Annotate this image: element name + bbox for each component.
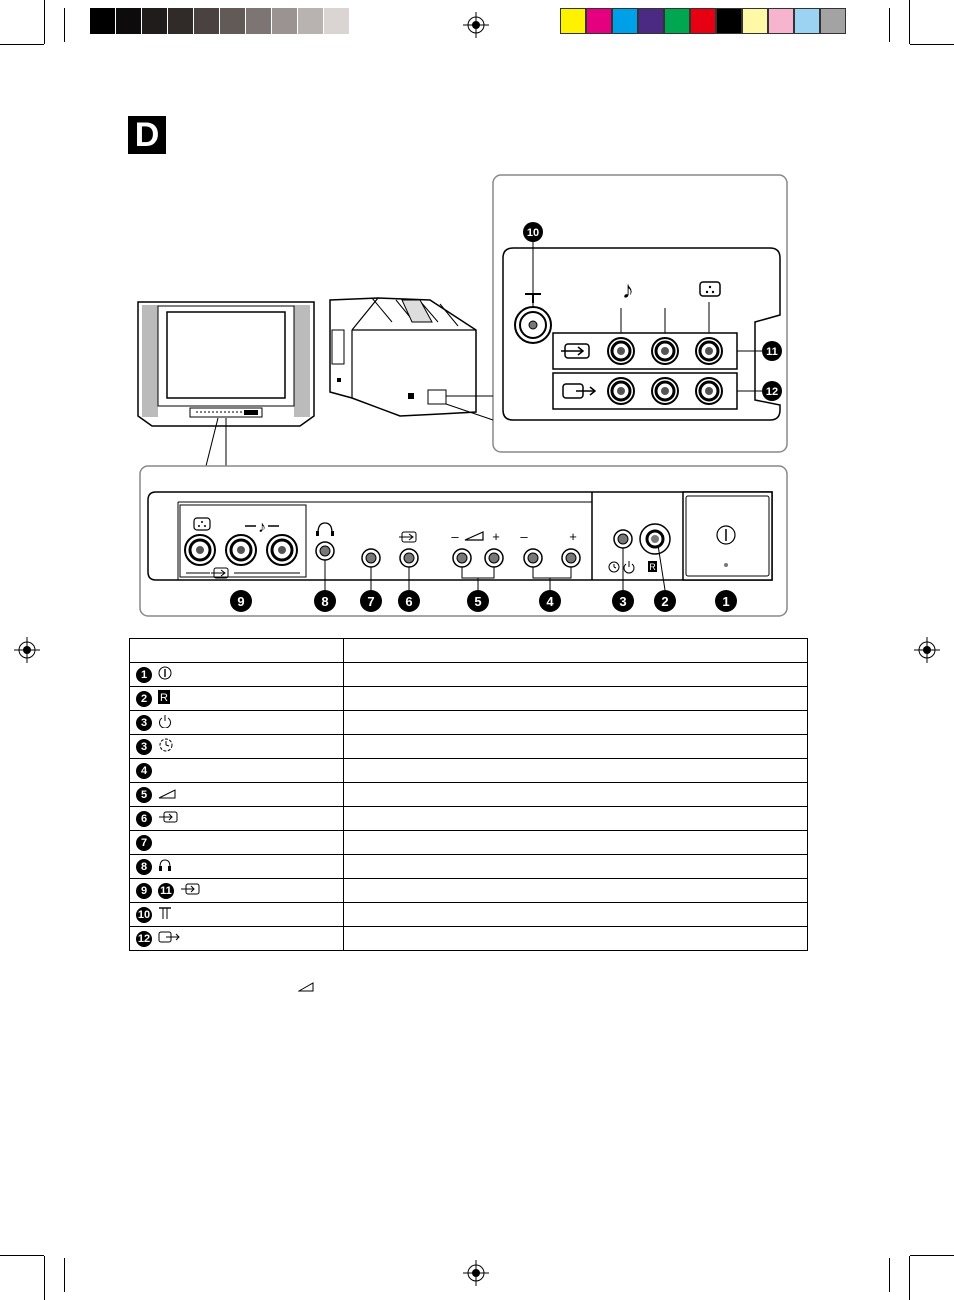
output-video-jack <box>608 378 634 404</box>
svg-text:11: 11 <box>766 346 778 358</box>
callout-number: 1 <box>136 667 152 683</box>
crop-mark <box>0 1255 44 1256</box>
table-row <box>130 807 808 831</box>
callout-7 <box>360 590 382 612</box>
legend-description-cell <box>344 807 808 831</box>
crop-mark <box>889 1258 890 1292</box>
svg-text:6: 6 <box>405 594 413 609</box>
header-cell <box>344 639 808 663</box>
volume-minus-button <box>453 549 471 567</box>
legend-description-cell <box>344 663 808 687</box>
callout-4 <box>539 590 561 612</box>
callout-number: 11 <box>158 883 174 899</box>
legend-symbol-cell <box>130 687 344 711</box>
callout-number: 7 <box>136 835 152 851</box>
tv-front-view <box>138 302 314 426</box>
reset-icon <box>158 690 170 707</box>
volume-note-icon <box>298 982 314 992</box>
legend-description-cell <box>344 855 808 879</box>
legend-symbol-cell <box>130 831 344 855</box>
legend-symbol-cell <box>130 759 344 783</box>
callout-number: 10 <box>137 908 151 921</box>
registration-target-icon <box>14 637 40 663</box>
callout-number: 8 <box>136 859 152 875</box>
table-row <box>130 855 808 879</box>
svg-text:R: R <box>160 692 168 704</box>
table-row <box>130 711 808 735</box>
legend-symbol-cell <box>130 927 344 951</box>
output-audio-right-jack <box>696 378 722 404</box>
callout-12 <box>762 381 782 401</box>
timer-icon <box>158 737 174 756</box>
callout-3 <box>612 590 634 612</box>
callout-6 <box>398 590 420 612</box>
input-select-button <box>400 549 418 567</box>
legend-description-cell <box>344 687 808 711</box>
registration-target-icon <box>463 1260 489 1286</box>
svg-text:+: + <box>492 529 500 544</box>
legend-symbol-cell <box>130 903 344 927</box>
legend-description-cell <box>344 735 808 759</box>
svg-text:8: 8 <box>321 594 329 609</box>
callout-number: 3 <box>136 715 152 731</box>
legend-description-cell <box>344 879 808 903</box>
section-letter: D <box>128 116 166 154</box>
programme-minus-button <box>524 549 542 567</box>
volume-icon <box>158 788 176 802</box>
callout-2 <box>654 590 676 612</box>
callout-number: 2 <box>136 691 152 707</box>
button-7 <box>362 549 380 567</box>
crop-mark <box>909 1256 910 1300</box>
tv-illustration <box>0 0 954 630</box>
svg-text:3: 3 <box>619 594 627 609</box>
callout-1 <box>715 590 737 612</box>
callout-number: 4 <box>136 763 152 779</box>
table-row <box>130 759 808 783</box>
reset-symbol-icon <box>648 561 657 572</box>
registration-target-icon <box>914 637 940 663</box>
svg-text:5: 5 <box>474 594 482 609</box>
tv-rear-view <box>330 298 476 416</box>
svg-text:1: 1 <box>722 594 730 609</box>
svg-text:10: 10 <box>526 227 540 239</box>
crop-mark <box>44 1256 45 1300</box>
table-row <box>130 783 808 807</box>
callout-number: 6 <box>136 811 152 827</box>
svg-text:9: 9 <box>237 594 245 609</box>
legend-symbol-cell <box>130 711 344 735</box>
legend-description-cell <box>344 759 808 783</box>
standby-indicator <box>614 530 632 548</box>
callout-8 <box>314 590 336 612</box>
legend-symbol-cell <box>130 879 344 903</box>
controls-legend-table <box>129 638 808 951</box>
legend-symbol-cell <box>130 807 344 831</box>
svg-text:+: + <box>569 529 577 544</box>
callout-number: 12 <box>137 932 151 945</box>
svg-text:–: – <box>520 529 528 544</box>
callout-11 <box>762 341 782 361</box>
inset-video-icon <box>700 282 720 296</box>
input-icon <box>158 811 178 826</box>
table-row <box>130 735 808 759</box>
legend-symbol-cell <box>130 855 344 879</box>
inset-music-icon: ♪ <box>622 277 634 304</box>
table-row <box>130 879 808 903</box>
input-icon <box>180 883 200 898</box>
svg-text:R: R <box>649 562 656 572</box>
output-audio-left-jack <box>652 378 678 404</box>
antenna-icon <box>158 906 172 923</box>
programme-plus-button <box>562 549 580 567</box>
legend-description-cell <box>344 783 808 807</box>
callout-number: 3 <box>136 739 152 755</box>
legend-description-cell <box>344 903 808 927</box>
svg-text:2: 2 <box>661 594 669 609</box>
output-icon <box>158 931 180 946</box>
standby-icon <box>158 714 172 731</box>
callout-5 <box>467 590 489 612</box>
table-row <box>130 831 808 855</box>
table-header-row <box>130 639 808 663</box>
front-music-icon: ♪ <box>258 519 266 536</box>
headphones-jack <box>316 542 334 560</box>
callout-10 <box>523 222 543 242</box>
callout-number: 5 <box>136 787 152 803</box>
svg-text:12: 12 <box>765 386 779 398</box>
legend-symbol-cell <box>130 735 344 759</box>
svg-text:–: – <box>451 529 459 544</box>
legend-symbol-cell <box>130 783 344 807</box>
reset-button <box>640 524 670 554</box>
volume-plus-button <box>485 549 503 567</box>
legend-symbol-cell <box>130 663 344 687</box>
antenna-jack <box>515 307 551 343</box>
table-row <box>130 663 808 687</box>
power-icon <box>158 666 172 683</box>
legend-description-cell <box>344 831 808 855</box>
callout-9 <box>230 590 252 612</box>
headphones-icon <box>158 858 172 875</box>
crop-mark <box>64 1258 65 1292</box>
legend-description-cell <box>344 711 808 735</box>
table-row <box>130 927 808 951</box>
svg-text:7: 7 <box>367 594 375 609</box>
input-video-jack <box>608 338 634 364</box>
table-row <box>130 687 808 711</box>
legend-description-cell <box>344 927 808 951</box>
svg-text:4: 4 <box>546 594 554 609</box>
input-audio-left-jack <box>652 338 678 364</box>
table-row <box>130 903 808 927</box>
header-cell <box>130 639 344 663</box>
input-audio-right-jack <box>696 338 722 364</box>
callout-number: 9 <box>136 883 152 899</box>
crop-mark <box>910 1255 954 1256</box>
